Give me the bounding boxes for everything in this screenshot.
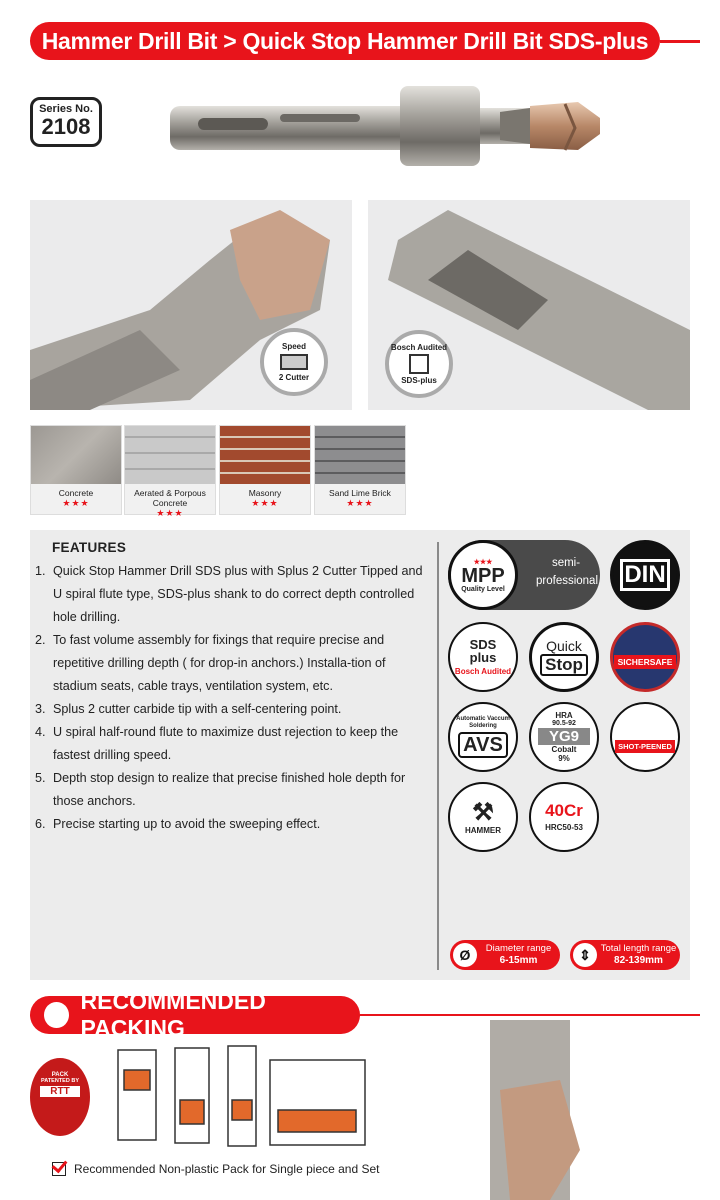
aerated-concrete-image	[125, 426, 215, 484]
features-list	[35, 560, 425, 836]
40cr-label: 40Cr	[545, 801, 583, 820]
plus-label: plus	[469, 650, 497, 665]
material-aerated-concrete	[124, 425, 216, 518]
page-title: Hammer Drill Bit > Quick Stop Hammer Drill Bit SDS-plus	[41, 27, 649, 54]
concrete-image	[31, 426, 121, 484]
diameter-label: Diameter range	[485, 943, 552, 954]
masonry-image	[220, 426, 310, 484]
series-number: 2108	[41, 114, 91, 139]
packing-note-text: Recommended Non-plastic Pack for Single piece and Set	[74, 1162, 380, 1176]
material-name: Aerated & Porpous Concrete	[134, 488, 206, 508]
seal-mid: PATENTED BY	[41, 1078, 79, 1084]
features-title: FEATURES	[52, 540, 127, 555]
cutter-icon	[280, 354, 308, 370]
hammer-label: HAMMER	[465, 825, 501, 835]
feature-item: 1. Quick Stop Hammer Drill SDS plus with Splus 2 Cutter Tipped and U spiral flute type, SDS-plus shank to do correct depth controlled hole drilling.	[35, 564, 423, 624]
panel-divider	[437, 542, 439, 970]
din-badge	[610, 540, 680, 610]
sds-plus-label: SDS-plus	[401, 376, 437, 385]
diameter-icon: Ø	[453, 943, 477, 967]
bosch-audited-arc: Bosch Audited	[454, 667, 512, 676]
material-stars: ★★★	[156, 508, 184, 518]
sichersafe-label: SICHERSAFE	[614, 655, 676, 669]
quick-stop-badge	[529, 622, 599, 692]
yg9-badge	[529, 702, 599, 772]
bosch-audited-badge	[385, 330, 453, 398]
material-masonry	[219, 425, 311, 515]
seal-brand: RTT	[40, 1086, 80, 1097]
material-concrete	[30, 425, 122, 515]
speed-label: Speed	[281, 342, 306, 351]
material-stars: ★★★	[346, 498, 374, 508]
speed-2-cutter-badge	[260, 328, 328, 396]
material-stars: ★★★	[251, 498, 279, 508]
sand-lime-brick-image	[315, 426, 405, 484]
mpp-badge	[448, 540, 518, 610]
packing-rule	[360, 1014, 700, 1016]
banner-rule	[660, 40, 700, 43]
feature-item: 5. Depth stop design to realize that precise finished hole depth for those anchors.	[35, 771, 406, 808]
material-sand-lime-brick	[314, 425, 406, 515]
hammer-icon: ⚒	[472, 798, 494, 826]
length-range-pill	[570, 940, 680, 970]
mpp-sub: Quality Level	[461, 585, 505, 593]
semi-professional-label: semi-professional	[536, 557, 599, 587]
packing-note	[52, 1162, 380, 1176]
sds-label: SDS	[469, 637, 497, 652]
hra-label: HRA	[555, 710, 573, 720]
shot-peened-label: SHOT-PEENED	[615, 740, 675, 753]
avs-label: AVS	[458, 732, 508, 758]
material-stars: ★★★	[62, 498, 90, 508]
cobalt-percent: 9%	[558, 753, 570, 763]
feature-item: 6. Precise starting up to avoid the sweeping effect.	[35, 817, 321, 831]
feature-item: 3. Splus 2 cutter carbide tip with a self-centering point.	[35, 702, 342, 716]
feature-item: 2. To fast volume assembly for fixings that require precise and repetitive drilling depth ( for drop-in anchors.) Installa-tion of stadium seats, cable trays, ventilation system, etc.	[35, 633, 386, 693]
bosch-audited-label: Bosch Audited	[390, 343, 448, 352]
recommended-packing-banner	[30, 988, 360, 1041]
sds-plus-bosch-badge	[448, 622, 518, 692]
material-name: Concrete	[58, 488, 94, 498]
bullet-dot	[44, 1002, 69, 1028]
diameter-range-pill	[450, 940, 560, 970]
patent-seal	[30, 1058, 90, 1136]
avs-arc: Automatic Vaccum Soldering	[456, 716, 510, 729]
drill-tip-closeup	[470, 1020, 720, 1200]
series-box	[30, 97, 102, 147]
mpp-title: MPP	[461, 564, 505, 587]
avs-badge	[448, 702, 518, 772]
hrc-label: HRC50-53	[545, 823, 583, 832]
cobalt-label: Cobalt	[551, 744, 577, 754]
quick-label: Quick	[546, 638, 582, 654]
seal-top: PACK	[51, 1072, 69, 1078]
stop-label: Stop	[540, 654, 588, 676]
series-label: Series No.	[39, 103, 93, 115]
diameter-value: 6-15mm	[499, 955, 538, 966]
check-icon	[52, 1162, 66, 1176]
40cr-badge	[529, 782, 599, 852]
drill-bit-product-image	[170, 78, 610, 178]
material-name: Sand Lime Brick	[329, 488, 391, 498]
mpp-stars: ★★★	[473, 558, 493, 566]
feature-item: 4. U spiral half-round flute to maximize dust rejection to keep the fastest drilling speed.	[35, 725, 399, 762]
yg9-label: YG9	[538, 728, 590, 745]
shank-icon	[409, 354, 429, 374]
shot-peened-badge	[610, 702, 680, 772]
length-value: 82-139mm	[614, 955, 663, 966]
length-icon: ⇕	[573, 943, 597, 967]
cutter-label: 2 Cutter	[278, 373, 310, 382]
recommended-packing-title: RECOMMENDED PACKING	[80, 988, 266, 1041]
packing-boxes-illustration	[110, 1040, 370, 1155]
length-label: Total length range	[600, 943, 677, 954]
din-label: DIN	[620, 559, 670, 591]
sichersafe-badge	[610, 622, 680, 692]
page-title-banner	[30, 22, 660, 60]
hammer-badge	[448, 782, 518, 852]
material-name: Masonry	[248, 488, 282, 498]
hra-range: 90.5-92	[552, 719, 576, 727]
